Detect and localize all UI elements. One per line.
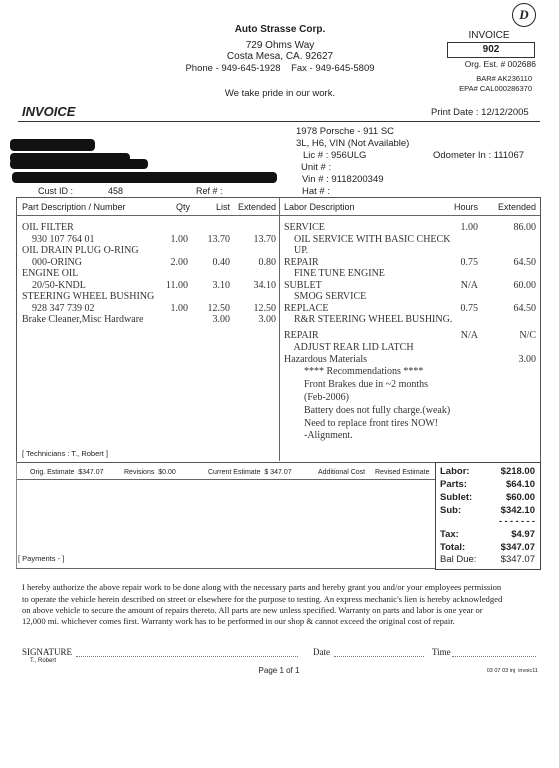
total-value-total: $347.07 xyxy=(500,542,535,553)
total-label-sublet: Sublet: xyxy=(440,492,473,503)
labor-hours: N/A xyxy=(460,279,478,291)
labor-ext: 64.50 xyxy=(513,256,536,268)
vehicle-hat: Hat # : xyxy=(302,186,330,197)
page-title: INVOICE xyxy=(22,104,76,119)
cust-id: 458 xyxy=(108,186,124,196)
revisions: Revisions $0.00 xyxy=(124,469,176,476)
vehicle-vin: Vin # : 9118200349 xyxy=(302,174,384,185)
labor-desc: Front Brakes due in ~2 months xyxy=(284,379,429,390)
labor-desc: REPAIR xyxy=(284,256,319,268)
part-desc: 000-ORING xyxy=(22,256,82,268)
labor-desc: REPLACE xyxy=(284,302,329,314)
labor-hours: 0.75 xyxy=(460,302,478,314)
total-value-bal-due: $347.07 xyxy=(500,554,535,565)
ref-label: Ref # : xyxy=(196,186,223,196)
current-estimate: Current Estimate $ 347.07 xyxy=(208,469,292,476)
auth-line-4: 12,000 mi. whichever comes first. Warranty work has to be performed in our shop & cannot exceed the original cost of repair. xyxy=(22,616,455,626)
parts-header-qty: Qty xyxy=(175,202,190,212)
signature-line xyxy=(76,656,298,657)
labor-desc: Need to replace front tires NOW! xyxy=(284,418,439,429)
total-value-parts: $64.10 xyxy=(505,479,535,490)
total-value-sublet: $60.00 xyxy=(505,492,535,503)
footer-code: 03 07 03 inj invoic11 xyxy=(486,668,538,674)
labor-desc: (Feb-2006) xyxy=(284,392,349,403)
time-line xyxy=(452,656,536,657)
part-desc: Brake Cleaner,Misc Hardware xyxy=(22,314,144,325)
labor-header-extended: Extended xyxy=(497,202,536,212)
total-label-sub: Sub: xyxy=(440,505,462,516)
totals-dash-separator: - - - - - - - xyxy=(499,516,535,526)
redacted-name xyxy=(10,139,95,151)
title-divider xyxy=(18,121,540,122)
part-ext: 34.10 xyxy=(253,279,276,291)
labor-desc: SERVICE xyxy=(284,222,325,233)
additional-cost: Additional Cost xyxy=(318,469,366,476)
parts-header-desc: Part Description / Number xyxy=(22,202,126,212)
labor-desc: ADJUST REAR LID LATCH xyxy=(284,342,414,353)
part-ext: 0.80 xyxy=(258,256,276,268)
vehicle-unit: Unit # : xyxy=(301,162,332,173)
table-header-divider xyxy=(16,215,540,216)
part-ext: 12.50 xyxy=(253,302,276,314)
part-list: 0.40 xyxy=(212,256,230,268)
estimates-divider xyxy=(16,479,436,480)
total-label-total: Total: xyxy=(440,542,466,553)
company-address: 729 Ohms Way xyxy=(245,40,315,51)
date-line xyxy=(334,656,424,657)
labor-desc: R&R STEERING WHEEL BUSHING. xyxy=(284,314,453,325)
vehicle-engine: 3L, H6, VIN (Not Available) xyxy=(296,138,410,149)
vehicle-model: 1978 Porsche - 911 SC xyxy=(296,126,395,137)
labor-desc: SUBLET xyxy=(284,279,322,291)
total-label-bal-due: Bal Due: xyxy=(440,554,477,565)
invoice-box-label: INVOICE xyxy=(468,30,510,41)
labor-header-desc: Labor Description xyxy=(284,202,355,212)
date-label: Date xyxy=(313,647,330,657)
lower-left-border xyxy=(16,461,17,569)
payments-bottom-line xyxy=(16,568,436,569)
part-list: 3.00 xyxy=(212,314,230,325)
labor-desc: -Alignment. xyxy=(284,430,353,441)
orig-estimate: Orig. Estimate $347.07 xyxy=(30,469,104,476)
part-desc: 20/50-KNDL xyxy=(22,279,86,291)
total-label-labor: Labor: xyxy=(440,466,470,477)
part-list: 13.70 xyxy=(207,233,230,245)
part-desc: STEERING WHEEL BUSHING xyxy=(22,291,155,302)
labor-ext: 3.00 xyxy=(518,354,536,365)
parts-header-extended: Extended xyxy=(237,202,276,212)
labor-desc: UP. xyxy=(284,245,309,256)
labor-desc: FINE TUNE ENGINE xyxy=(284,268,385,279)
redacted-phone xyxy=(12,172,277,183)
labor-desc: SMOG SERVICE xyxy=(284,291,367,302)
cust-id-label: Cust ID : xyxy=(38,186,74,196)
total-value-tax: $4.97 xyxy=(511,529,535,540)
labor-desc: REPAIR xyxy=(284,330,319,341)
redacted-city xyxy=(10,159,148,169)
labor-hours: N/A xyxy=(460,330,478,341)
bar-number: BAR# AK236110 xyxy=(476,74,532,83)
labor-desc: **** Recommendations **** xyxy=(284,366,424,377)
table-center-divider xyxy=(279,197,280,461)
part-desc: OIL FILTER xyxy=(22,222,74,233)
total-label-parts: Parts: xyxy=(440,479,467,490)
part-desc: 928 347 739 02 xyxy=(22,302,95,314)
company-name: Auto Strasse Corp. xyxy=(234,24,326,35)
company-city: Costa Mesa, CA. 92627 xyxy=(226,51,334,62)
part-ext: 3.00 xyxy=(258,314,276,325)
stamp-letter: D xyxy=(519,7,529,22)
labor-desc: Hazardous Materials xyxy=(284,354,368,365)
signature-label: SIGNATURE xyxy=(22,647,73,657)
page-number: Page 1 of 1 xyxy=(258,666,300,675)
labor-ext: 86.00 xyxy=(513,222,536,233)
part-qty: 11.00 xyxy=(165,279,188,291)
total-label-tax: Tax: xyxy=(440,529,459,540)
vehicle-lic: Lic # : 956ULG xyxy=(303,150,367,161)
part-desc: ENGINE OIL xyxy=(22,268,79,279)
revised-estimate: Revised Estimate xyxy=(375,469,430,476)
company-tagline: We take pride in our work. xyxy=(224,88,336,99)
labor-desc: Battery does not fully charge.(weak) xyxy=(284,405,451,416)
part-ext: 13.70 xyxy=(253,233,276,245)
total-value-sub: $342.10 xyxy=(500,505,535,516)
odometer: Odometer In : 111067 xyxy=(433,150,525,161)
labor-hours: 0.75 xyxy=(460,256,478,268)
part-qty: 1.00 xyxy=(170,233,188,245)
org-estimate-number: Org. Est. # 002686 xyxy=(464,59,536,69)
invoice-number: 902 xyxy=(447,42,535,58)
parts-header-list: List xyxy=(215,202,230,212)
company-contact: Phone - 949-645-1928 Fax - 949-645-5809 xyxy=(185,63,375,74)
total-value-labor: $218.00 xyxy=(500,466,535,477)
labor-hours: 1.00 xyxy=(460,222,478,233)
auth-line-2: to operate the vehicle herein described on street or elsewhere for the purpose to testing. An express mechanic's lien is hereby acknowledged xyxy=(22,594,503,604)
part-qty: 1.00 xyxy=(170,302,188,314)
labor-header-hours: Hours xyxy=(453,202,478,212)
epa-number: EPA# CAL000286370 xyxy=(459,84,532,93)
part-list: 3.10 xyxy=(212,279,230,291)
auth-line-3: on above vehicle to secure the amount of repairs thereto. All parts are new unless specified. Warranty on parts and labor is one year or xyxy=(22,605,483,615)
signer-name: T., Robert xyxy=(30,658,57,664)
stamp-icon xyxy=(512,3,536,27)
print-date: Print Date : 12/12/2005 xyxy=(431,107,529,118)
time-label: Time xyxy=(432,647,451,657)
labor-ext: 64.50 xyxy=(513,302,536,314)
labor-ext: 60.00 xyxy=(513,279,536,291)
payments: [ Payments - ] xyxy=(18,554,65,563)
part-desc: OIL DRAIN PLUG O-RING xyxy=(22,245,139,256)
part-qty: 2.00 xyxy=(170,256,188,268)
technicians: [ Technicians : T., Robert ] xyxy=(22,449,109,458)
labor-desc: OIL SERVICE WITH BASIC CHECK xyxy=(284,233,451,245)
auth-line-1: I hereby authorize the above repair work to be done along with the necessary parts and hereby grant you and/or your employees permission xyxy=(22,582,502,592)
part-desc: 930 107 764 01 xyxy=(22,233,95,245)
part-list: 12.50 xyxy=(207,302,230,314)
labor-ext: N/C xyxy=(519,330,536,341)
